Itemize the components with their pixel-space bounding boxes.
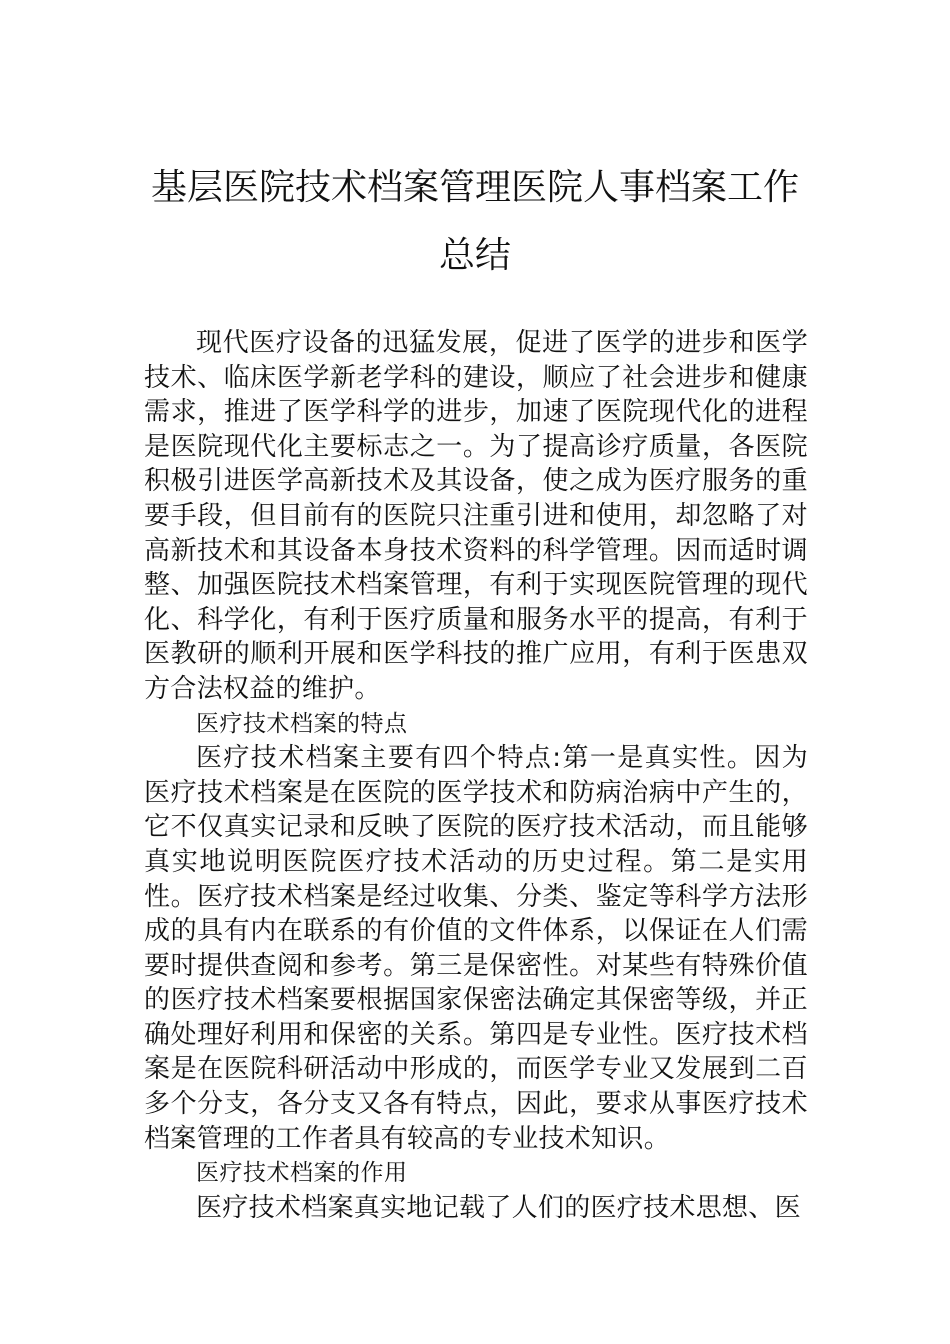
section-heading-functions: 医疗技术档案的作用 xyxy=(196,1160,408,1187)
paragraph-functions: 医疗技术档案真实地记载了人们的医疗技术思想、医 xyxy=(196,1192,801,1223)
paragraph-characteristics: 医疗技术档案主要有四个特点:第一是真实性。因为医疗技术档案是在医院的医学技术和防病治病中产生的，它不仅真实记录和反映了医院的医疗技术活动，而且能够真实地说明医院医疗技术活动的历史过程。第二是实用性。医疗技术档案是经过收集、分类、鉴定等科学方法形成的具有内在联系的有价值的文件体系，以保证在人们需要时提供查阅和参考。第三是保密性。对某些有特殊价值的医疗技术档案要根据国家保密法确定其保密等级，并正确处理好利用和保密的关系。第四是专业性。医疗技术档案是在医院科研活动中形成的，而医学专业又发展到二百多个分支，各分支又各有特点，因此，要求从事医疗技术档案管理的工作者具有较高的专业技术知识。 xyxy=(144,743,808,1154)
section-heading-characteristics: 医疗技术档案的特点 xyxy=(196,710,408,737)
document-title-line-2: 总结 xyxy=(438,235,511,276)
document-title-line-1: 基层医院技术档案管理医院人事档案工作 xyxy=(150,167,799,208)
paragraph-introduction: 现代医疗设备的迅猛发展，促进了医学的进步和医学技术、临床医学新老学科的建设，顺应了社会进步和健康需求，推进了医学科学的进步，加速了医院现代化的进程是医院现代化主要标志之一。为了提高诊疗质量，各医院积极引进医学高新技术及其设备，使之成为医疗服务的重要手段，但目前有的医院只注重引进和使用，却忽略了对高新技术和其设备本身技术资料的科学管理。因而适时调整、加强医院技术档案管理，有利于实现医院管理的现代化、科学化，有利于医疗质量和服务水平的提高，有利于医教研的顺利开展和医学科技的推广应用，有利于医患双方合法权益的维护。 xyxy=(144,328,808,704)
document-body xyxy=(144,326,808,1225)
